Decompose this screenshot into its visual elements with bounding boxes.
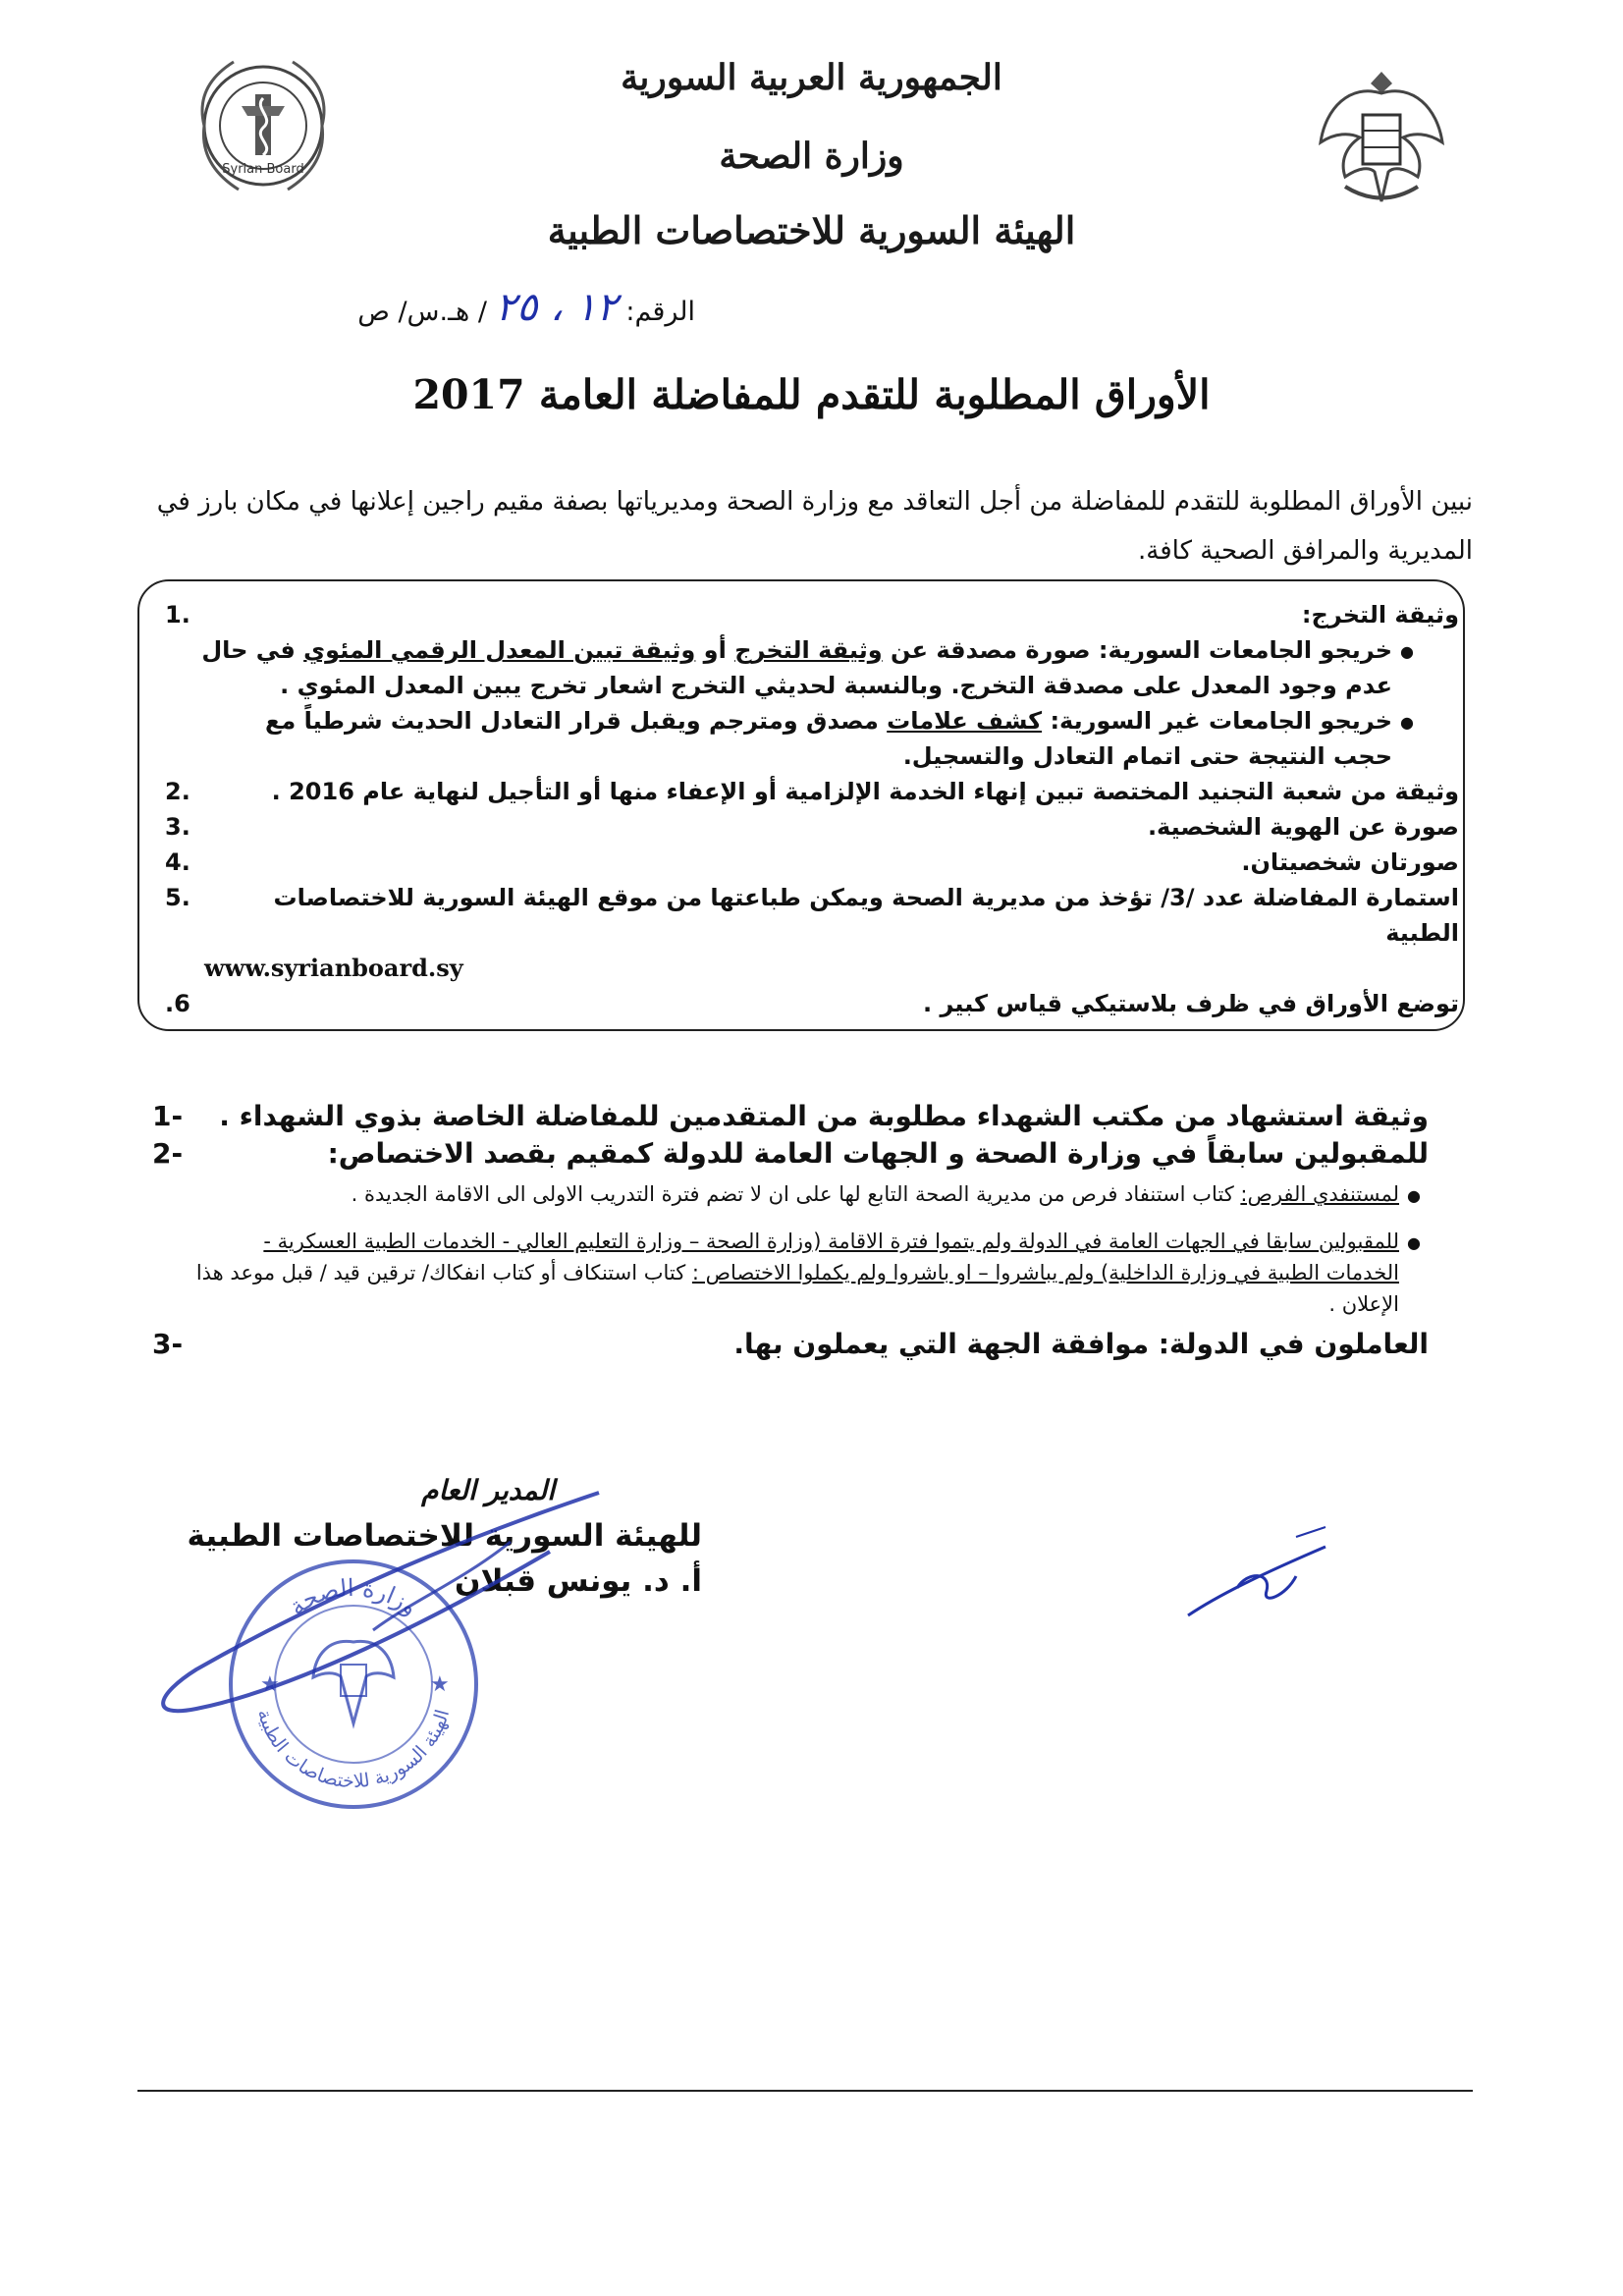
item1-bullet1 (200, 632, 1392, 703)
list-item (165, 951, 1459, 986)
item2-text: وثيقة من شعبة التجنيد المختصة تبين إنهاء الخدمة الإلزامية أو الإعفاء منها أو التأجيل لنهاية عام 2016 . (271, 778, 1459, 805)
reference-label: الرقم: (625, 297, 695, 327)
reference-number (185, 285, 695, 330)
item2-number: 2. (165, 778, 190, 805)
item5-number: 5. (165, 884, 190, 911)
list-item (165, 986, 1459, 1021)
list-item (165, 632, 1459, 703)
header-board: الهيئة السورية للاختصاصات الطبية (547, 208, 1076, 252)
reference-handwritten: ١٢ ، ٢٥ (495, 285, 618, 330)
additional-bullet1-text: كتاب استنفاد فرص من مديرية الصحة التابع لها على ان لا تضم فترة التدريب الاولى الى الاقامة الجديدة . (351, 1182, 1241, 1206)
syrian-board-logo (185, 47, 342, 208)
item1-number: 1. (165, 601, 190, 629)
signature-org: للهيئة السورية للاختصاصات الطبية (187, 1518, 702, 1554)
header-republic: الجمهورية العربية السورية (621, 57, 1002, 98)
item1-bullet2-text-a: خريجو الجامعات غير السورية: (1042, 707, 1392, 735)
requirements-list (165, 597, 1459, 1021)
item1-label: وثيقة التخرج: (1301, 601, 1459, 629)
additional-bullet1 (188, 1178, 1399, 1210)
additional-p2-text: للمقبولين سابقاً في وزارة الصحة و الجهات العامة للدولة كمقيم بقصد الاختصاص: (327, 1137, 1429, 1170)
list-item (152, 1226, 1429, 1320)
director-signature-stroke (137, 1473, 648, 1728)
document-title: الأوراق المطلوبة للتقدم للمفاضلة العامة 2017 (412, 371, 1211, 418)
syrian-board-logo-icon (185, 47, 342, 204)
item6-number: .6 (165, 990, 190, 1017)
eagle-emblem (1306, 54, 1458, 220)
signature-name: أ. د. يونس قبلان (455, 1563, 702, 1599)
eagle-icon (1306, 54, 1458, 216)
item5-text: استمارة المفاضلة عدد /3/ تؤخذ من مديرية الصحة ويمكن طباعتها من موقع الهيئة السورية للاختصاصات الطبية (273, 884, 1459, 947)
item1-bullet1-text-b: أو (695, 636, 735, 664)
additional-p1-text: وثيقة استشهاد من مكتب الشهداء مطلوبة من المتقدمين للمفاضلة الخاصة بذوي الشهداء . (219, 1100, 1429, 1132)
item4-text: صورتان شخصيتان. (1241, 848, 1459, 876)
additional-bullet2-text: كتاب استنكاف أو كتاب انفكاك/ ترقين قيد / قبل موعد هذا الإعلان . (195, 1261, 1399, 1316)
svg-text:وزارة الصحة: وزارة الصحة (284, 1573, 423, 1621)
additional-p1-number: 1- (152, 1100, 184, 1132)
additional-p3-number: 3- (152, 1328, 184, 1360)
item1-bullet1-text-a: خريجو الجامعات السورية: صورة مصدقة عن (882, 636, 1392, 664)
bullet-icon: ● (1400, 713, 1414, 732)
item1-bullet2-underlined: كشف علامات (887, 707, 1043, 735)
additional-bullet2-underlined: للمقبولين سابقا في الجهات العامة في الدولة ولم يتموا فترة الاقامة (وزارة الصحة – وزارة التعليم العالي - الخدمات الطبية العسكرية - الخدمات الطبية في وزارة الداخلية) ولم يباشروا – او باشروا ولم يكملوا الاختصاص : (263, 1230, 1399, 1285)
list-item (165, 703, 1459, 774)
item3-text: صورة عن الهوية الشخصية. (1147, 813, 1459, 841)
header-ministry: وزارة الصحة (719, 136, 904, 177)
list-item (152, 1098, 1429, 1135)
additional-p3-text: العاملون في الدولة: موافقة الجهة التي يعملون بها. (733, 1328, 1429, 1360)
bullet-icon: ● (1400, 642, 1414, 661)
bullet-icon: ● (1407, 1233, 1421, 1252)
additional-bullet2 (188, 1226, 1399, 1320)
additional-bullet1-underlined: لمستنفدي الفرص: (1240, 1182, 1399, 1206)
intro-paragraph: نبين الأوراق المطلوبة للتقدم للمفاضلة من أجل التعاقد مع وزارة الصحة ومديرياتها بصفة مقيم راجين إعلانها في مكان بارز في المديرية والمرافق الصحية كافة. (156, 487, 1473, 566)
item1-bullet2 (200, 703, 1392, 774)
list-item (165, 845, 1459, 880)
additional-requirements (152, 1098, 1429, 1363)
reference-suffix: / هـ.س/ ص (357, 297, 487, 327)
bullet-icon: ● (1407, 1186, 1421, 1205)
item1-bullet2-text-b: مصدق ومترجم ويقبل قرار التعادل الحديث شرطياً مع حجب النتيجة حتى اتمام التعادل والتسجيل. (265, 707, 1392, 770)
item1-bullet1-text-c: في حال عدم وجود المعدل على مصدقة التخرج. وبالنسبة لحديثي التخرج اشعار تخرج يبين المعدل المئوي . (201, 636, 1392, 699)
svg-text:★: ★ (260, 1672, 280, 1697)
list-item (165, 597, 1459, 632)
item4-number: 4. (165, 848, 190, 876)
svg-text:Syrian Board: Syrian Board (222, 162, 304, 177)
additional-p2-number: 2- (152, 1137, 184, 1170)
list-item (165, 880, 1459, 951)
list-item (165, 774, 1459, 809)
svg-text:★: ★ (430, 1672, 450, 1697)
list-item (152, 1326, 1429, 1363)
item1-bullet1-underlined-1: وثيقة التخرج (734, 636, 883, 664)
website-link[interactable]: www.syrianboard.sy (204, 954, 463, 982)
initials-signature-stroke (1178, 1517, 1345, 1625)
signature-title: المدير العام (421, 1474, 555, 1506)
item6-text: توضع الأوراق في ظرف بلاستيكي قياس كبير . (923, 990, 1459, 1017)
svg-text:الهيئة السورية للاختصاصات الطب: الهيئة السورية للاختصاصات الطبية (252, 1707, 455, 1793)
footer-divider (137, 2090, 1473, 2092)
item1-bullet1-underlined-2: وثيقة تبين المعدل الرقمي المئوي (303, 636, 696, 664)
list-item (152, 1135, 1429, 1173)
list-item (152, 1178, 1429, 1212)
list-item (165, 809, 1459, 845)
item3-number: 3. (165, 813, 190, 841)
